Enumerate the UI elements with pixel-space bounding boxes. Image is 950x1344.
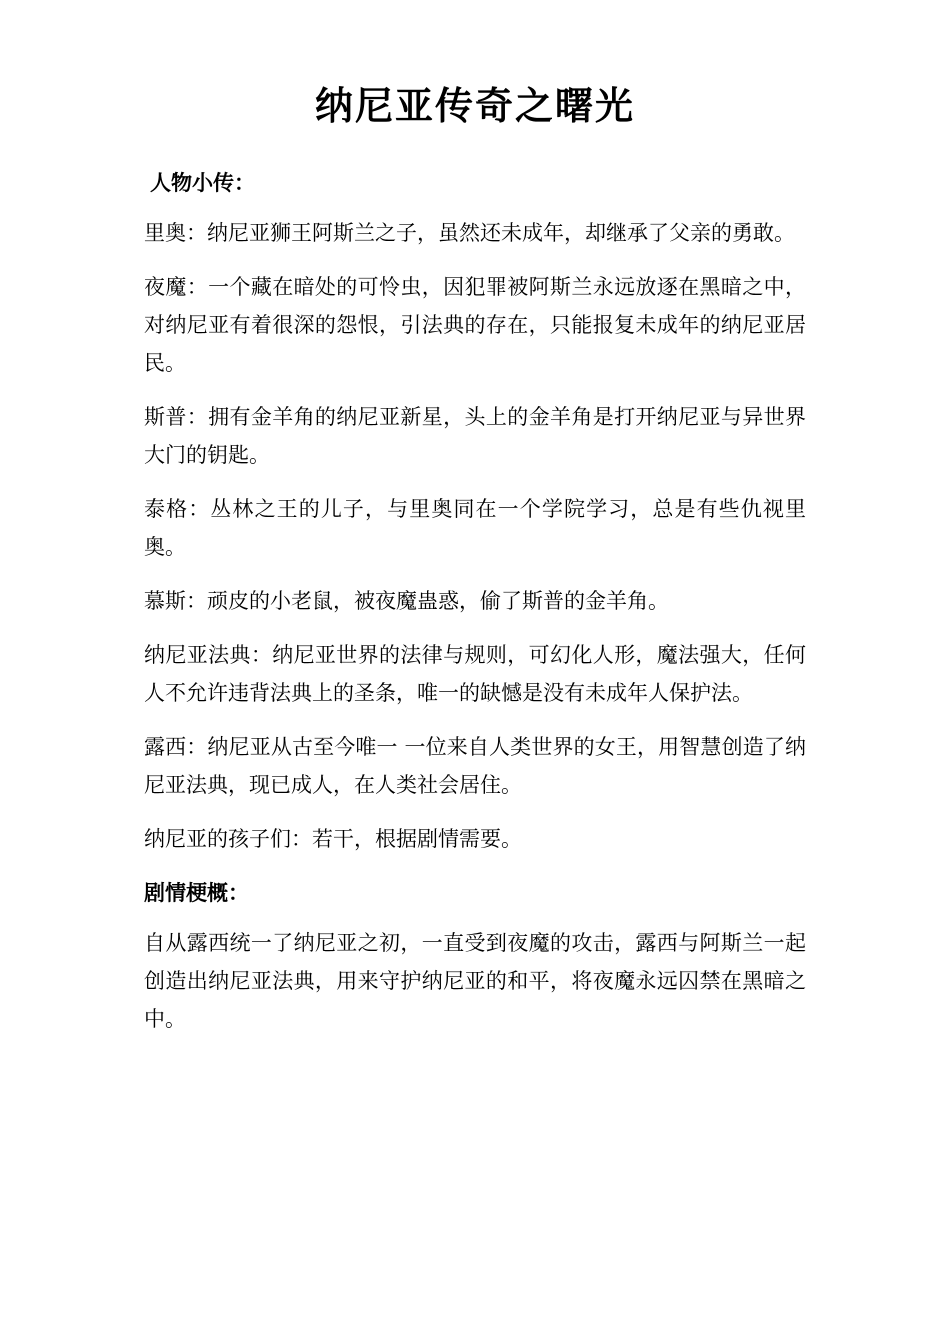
character-entry-lucy: 露西：纳尼亚从古至今唯一 一位来自人类世界的女王，用智慧创造了纳尼亚法典，现已成人，在人类社会居住。 [144, 735, 806, 797]
character-entry-spu: 斯普：拥有金羊角的纳尼亚新星，头上的金羊角是打开纳尼亚与异世界大门的钥匙。 [144, 405, 806, 467]
characters-heading: 人物小传： [150, 171, 255, 195]
character-entry-night-demon: 夜魔：一个藏在暗处的可怜虫，因犯罪被阿斯兰永远放逐在黑暗之中，对纳尼亚有着很深的怨恨，引法典的存在，只能报复未成年的纳尼亚居民。 [144, 275, 806, 375]
character-entry-tiger: 泰格：丛林之王的儿子，与里奥同在一个学院学习，总是有些仇视里奥。 [144, 497, 806, 559]
plot-summary: 自从露西统一了纳尼亚之初，一直受到夜魔的攻击，露西与阿斯兰一起创造出纳尼亚法典，用来守护纳尼亚的和平，将夜魔永远囚禁在黑暗之中。 [144, 931, 806, 1031]
character-entry-children: 纳尼亚的孩子们：若干，根据剧情需要。 [144, 827, 522, 851]
character-list [144, 214, 806, 858]
document-body [144, 164, 806, 1054]
character-entry-mousse: 慕斯：顽皮的小老鼠，被夜魔蛊惑，偷了斯普的金羊角。 [144, 589, 669, 613]
character-entry-leo: 里奥：纳尼亚狮王阿斯兰之子，虽然还未成年，却继承了父亲的勇敢。 [144, 221, 795, 245]
character-entry-narnia-code: 纳尼亚法典：纳尼亚世界的法律与规则，可幻化人形，魔法强大，任何人不允许违背法典上的圣条，唯一的缺憾是没有未成年人保护法。 [144, 643, 806, 705]
plot-heading: 剧情梗概： [144, 881, 249, 905]
document-title: 纳尼亚传奇之曙光 [314, 83, 635, 128]
